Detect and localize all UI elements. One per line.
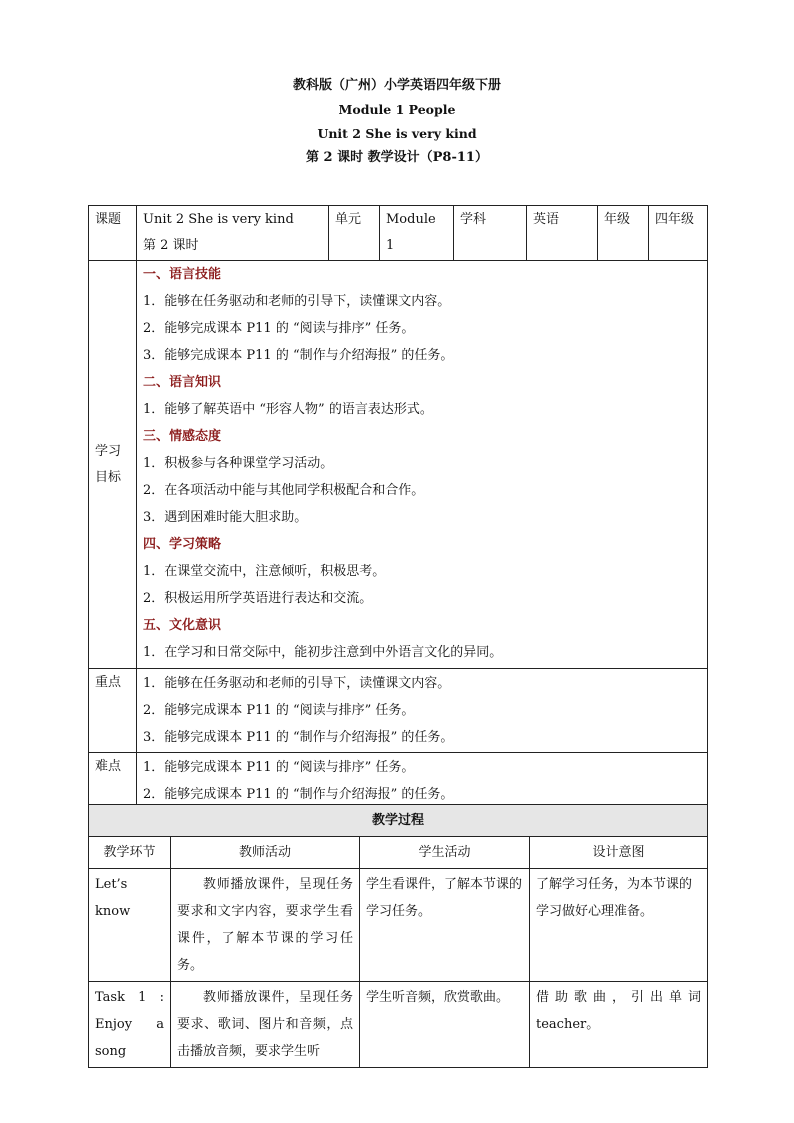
col-header-teacher: 教师活动	[171, 837, 360, 869]
key-point-item: 2．能够完成课本 P11 的 “阅读与排序” 任务。	[143, 703, 415, 718]
objective-item: 3．能够完成课本 P11 的 “制作与介绍海报” 的任务。	[143, 348, 454, 363]
topic-label: 课题	[89, 206, 137, 261]
section-heading: 五、文化意识	[143, 618, 222, 633]
objective-item: 2．能够完成课本 P11 的 “阅读与排序” 任务。	[143, 321, 415, 336]
col-header-student: 学生活动	[360, 837, 530, 869]
difficult-point-item: 2．能够完成课本 P11 的 “制作与介绍海报” 的任务。	[143, 787, 454, 802]
stage-cell: Let’s know	[89, 869, 171, 982]
process-header-row	[89, 837, 708, 869]
stage-cell: Task 1 : Enjoy a song	[89, 982, 171, 1068]
subject-value: 英语	[527, 206, 598, 261]
col-header-purpose: 设计意图	[530, 837, 708, 869]
key-points-content	[137, 669, 708, 753]
topic-value-line1: Unit 2 She is very kind	[143, 212, 294, 227]
objective-item: 1．在课堂交流中，注意倾听，积极思考。	[143, 564, 386, 579]
design-purpose: 借助歌曲，引出单词 teacher。	[530, 982, 708, 1068]
col-header-stage: 教学环节	[89, 837, 171, 869]
key-points-row	[89, 669, 708, 753]
section-heading: 二、语言知识	[143, 375, 222, 390]
grade-label: 年级	[598, 206, 649, 261]
objective-item: 2．在各项活动中能与其他同学积极配合和合作。	[143, 483, 425, 498]
process-title: 教学过程	[89, 805, 708, 837]
module-title: Module 1 People	[338, 102, 456, 117]
table-row	[89, 982, 708, 1068]
subject-label: 学科	[454, 206, 527, 261]
difficult-points-row	[89, 753, 708, 810]
teacher-activity: 教师播放课件，呈现任务要求和文字内容，要求学生看课件，了解本节课的学习任务。	[171, 869, 360, 982]
objectives-content	[137, 261, 708, 669]
lesson-info-table	[88, 205, 708, 810]
teacher-activity: 教师播放课件，呈现任务要求、歌词、图片和音频，点击播放音频，要求学生听	[171, 982, 360, 1068]
difficult-point-item: 1．能够完成课本 P11 的 “阅读与排序” 任务。	[143, 760, 415, 775]
table-row	[89, 869, 708, 982]
difficult-points-label: 难点	[89, 753, 137, 810]
objective-item: 1．能够了解英语中 “形容人物” 的语言表达形式。	[143, 402, 433, 417]
unit-value: Module 1	[380, 206, 454, 261]
key-point-item: 1．能够在任务驱动和老师的引导下，读懂课文内容。	[143, 676, 451, 691]
teaching-process-table	[88, 804, 708, 1068]
key-point-item: 3．能够完成课本 P11 的 “制作与介绍海报” 的任务。	[143, 730, 454, 745]
objective-item: 1．在学习和日常交际中，能初步注意到中外语言文化的异同。	[143, 645, 503, 660]
grade-value: 四年级	[649, 206, 708, 261]
objectives-label	[89, 261, 137, 669]
section-heading: 四、学习策略	[143, 537, 222, 552]
unit-label: 单元	[329, 206, 380, 261]
student-activity: 学生听音频，欣赏歌曲。	[360, 982, 530, 1068]
student-activity: 学生看课件，了解本节课的学习任务。	[360, 869, 530, 982]
design-purpose: 了解学习任务，为本节课的学习做好心理准备。	[530, 869, 708, 982]
page-header	[0, 74, 794, 170]
objectives-label-line2: 目标	[95, 469, 122, 485]
document-title: 教科版（广州）小学英语四年级下册	[292, 78, 501, 93]
info-row	[89, 206, 708, 261]
difficult-points-content	[137, 753, 708, 810]
unit-title: Unit 2 She is very kind	[317, 126, 477, 141]
topic-value-line2: 第 2 课时	[143, 238, 199, 253]
topic-value	[137, 206, 329, 261]
objectives-row	[89, 261, 708, 669]
section-heading: 一、语言技能	[143, 267, 222, 282]
lesson-title: 第 2 课时 教学设计（P8-11）	[306, 150, 488, 165]
objective-item: 1．积极参与各种课堂学习活动。	[143, 456, 334, 471]
objective-item: 2．积极运用所学英语进行表达和交流。	[143, 591, 373, 606]
key-points-label: 重点	[89, 669, 137, 753]
objectives-label-line1: 学习	[95, 443, 122, 459]
objective-item: 3．遇到困难时能大胆求助。	[143, 510, 308, 525]
section-heading: 三、情感态度	[143, 429, 222, 444]
objective-item: 1．能够在任务驱动和老师的引导下，读懂课文内容。	[143, 294, 451, 309]
